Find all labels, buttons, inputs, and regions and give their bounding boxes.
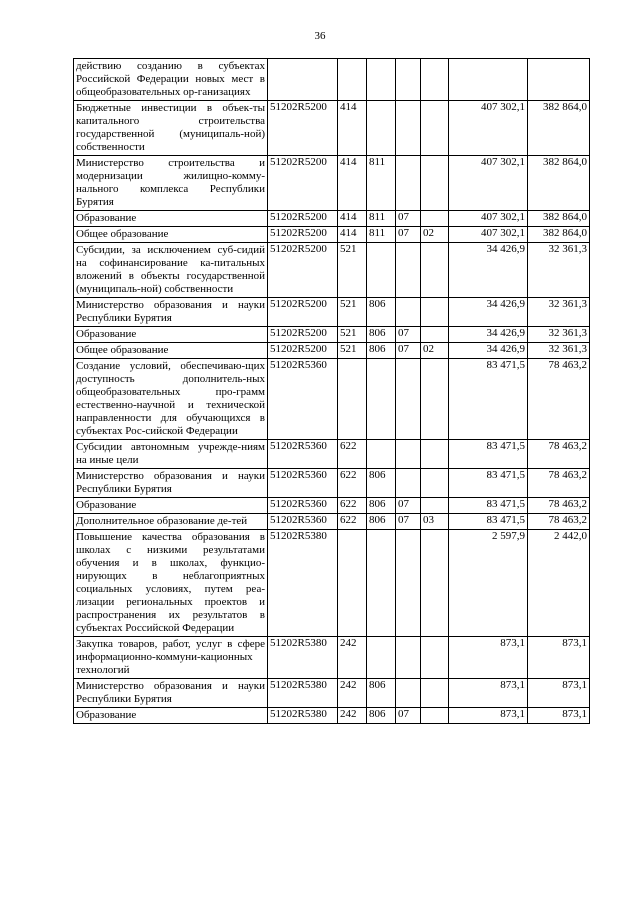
amount-1-cell: 407 302,1 bbox=[449, 156, 528, 211]
target-article-cell: 51202R5380 bbox=[268, 708, 338, 724]
amount-2-cell: 382 864,0 bbox=[528, 101, 590, 156]
expense-type-cell: 521 bbox=[338, 343, 367, 359]
amount-2-cell: 32 361,3 bbox=[528, 327, 590, 343]
section-cell: 07 bbox=[396, 211, 421, 227]
administrator-cell: 806 bbox=[367, 298, 396, 327]
amount-1-cell: 873,1 bbox=[449, 708, 528, 724]
subsection-cell bbox=[421, 101, 449, 156]
subsection-cell bbox=[421, 679, 449, 708]
row-name-cell: Бюджетные инвестиции в объек-ты капитального строительства государственной (муниципаль-ной) собственности bbox=[74, 101, 268, 156]
target-article-cell: 51202R5360 bbox=[268, 440, 338, 469]
table-row bbox=[74, 59, 590, 101]
administrator-cell: 806 bbox=[367, 679, 396, 708]
section-cell bbox=[396, 156, 421, 211]
expense-type-cell: 414 bbox=[338, 156, 367, 211]
target-article-cell: 51202R5200 bbox=[268, 327, 338, 343]
table-body bbox=[74, 59, 590, 724]
amount-1-cell: 34 426,9 bbox=[449, 327, 528, 343]
section-cell bbox=[396, 298, 421, 327]
amount-1-cell: 407 302,1 bbox=[449, 227, 528, 243]
subsection-cell bbox=[421, 708, 449, 724]
row-name-cell: Министерство образования и науки Республики Бурятия bbox=[74, 298, 268, 327]
expense-type-cell: 622 bbox=[338, 498, 367, 514]
administrator-cell bbox=[367, 637, 396, 679]
table-row bbox=[74, 637, 590, 679]
table-row bbox=[74, 156, 590, 211]
expense-type-cell: 242 bbox=[338, 679, 367, 708]
section-cell bbox=[396, 243, 421, 298]
amount-2-cell: 78 463,2 bbox=[528, 498, 590, 514]
section-cell bbox=[396, 469, 421, 498]
administrator-cell bbox=[367, 243, 396, 298]
amount-1-cell: 34 426,9 bbox=[449, 343, 528, 359]
row-name-cell: Образование bbox=[74, 211, 268, 227]
section-cell bbox=[396, 530, 421, 637]
subsection-cell bbox=[421, 637, 449, 679]
expense-type-cell: 521 bbox=[338, 298, 367, 327]
administrator-cell: 811 bbox=[367, 227, 396, 243]
administrator-cell: 806 bbox=[367, 708, 396, 724]
subsection-cell bbox=[421, 59, 449, 101]
row-name-cell: Закупка товаров, работ, услуг в сфере информационно-коммуни-кационных технологий bbox=[74, 637, 268, 679]
section-cell bbox=[396, 59, 421, 101]
subsection-cell bbox=[421, 359, 449, 440]
amount-1-cell: 2 597,9 bbox=[449, 530, 528, 637]
table-row bbox=[74, 101, 590, 156]
amount-2-cell: 32 361,3 bbox=[528, 343, 590, 359]
amount-2-cell: 382 864,0 bbox=[528, 156, 590, 211]
administrator-cell bbox=[367, 440, 396, 469]
section-cell: 07 bbox=[396, 327, 421, 343]
amount-2-cell: 873,1 bbox=[528, 679, 590, 708]
expense-type-cell: 242 bbox=[338, 637, 367, 679]
target-article-cell: 51202R5200 bbox=[268, 343, 338, 359]
amount-1-cell: 873,1 bbox=[449, 679, 528, 708]
administrator-cell bbox=[367, 101, 396, 156]
expense-type-cell: 414 bbox=[338, 101, 367, 156]
target-article-cell: 51202R5200 bbox=[268, 243, 338, 298]
table-row bbox=[74, 469, 590, 498]
table-row bbox=[74, 298, 590, 327]
page-number: 36 bbox=[314, 30, 326, 42]
administrator-cell: 806 bbox=[367, 327, 396, 343]
subsection-cell: 03 bbox=[421, 514, 449, 530]
expense-type-cell: 521 bbox=[338, 243, 367, 298]
row-name-cell: Образование bbox=[74, 708, 268, 724]
amount-1-cell: 407 302,1 bbox=[449, 211, 528, 227]
target-article-cell: 51202R5360 bbox=[268, 359, 338, 440]
amount-2-cell: 382 864,0 bbox=[528, 211, 590, 227]
budget-table bbox=[73, 58, 590, 724]
amount-2-cell: 32 361,3 bbox=[528, 298, 590, 327]
subsection-cell: 02 bbox=[421, 343, 449, 359]
expense-type-cell: 242 bbox=[338, 708, 367, 724]
subsection-cell bbox=[421, 530, 449, 637]
row-name-cell: Создание условий, обеспечиваю-щих доступность дополнитель-ных общеобразовательных про-грамм естественно-научной и технической направленности для обучающихся в субъектах Рос-сийской Федерации bbox=[74, 359, 268, 440]
subsection-cell bbox=[421, 327, 449, 343]
section-cell bbox=[396, 679, 421, 708]
row-name-cell: Дополнительное образование де-тей bbox=[74, 514, 268, 530]
target-article-cell: 51202R5380 bbox=[268, 530, 338, 637]
expense-type-cell: 521 bbox=[338, 327, 367, 343]
row-name-cell: Образование bbox=[74, 327, 268, 343]
administrator-cell bbox=[367, 359, 396, 440]
section-cell: 07 bbox=[396, 708, 421, 724]
amount-1-cell: 83 471,5 bbox=[449, 440, 528, 469]
row-name-cell: Субсидии, за исключением суб-сидий на софинансирование ка-питальных вложений в объекты государственной (муниципаль-ной) собственности bbox=[74, 243, 268, 298]
expense-type-cell: 622 bbox=[338, 469, 367, 498]
table-row bbox=[74, 243, 590, 298]
subsection-cell bbox=[421, 156, 449, 211]
amount-1-cell: 34 426,9 bbox=[449, 243, 528, 298]
administrator-cell bbox=[367, 530, 396, 637]
amount-2-cell: 78 463,2 bbox=[528, 359, 590, 440]
amount-2-cell: 2 442,0 bbox=[528, 530, 590, 637]
section-cell: 07 bbox=[396, 227, 421, 243]
expense-type-cell: 414 bbox=[338, 211, 367, 227]
expense-type-cell bbox=[338, 359, 367, 440]
amount-2-cell: 873,1 bbox=[528, 708, 590, 724]
expense-type-cell: 622 bbox=[338, 514, 367, 530]
administrator-cell: 806 bbox=[367, 469, 396, 498]
table-row bbox=[74, 343, 590, 359]
expense-type-cell: 622 bbox=[338, 440, 367, 469]
expense-type-cell bbox=[338, 530, 367, 637]
section-cell bbox=[396, 359, 421, 440]
section-cell bbox=[396, 637, 421, 679]
subsection-cell bbox=[421, 298, 449, 327]
target-article-cell bbox=[268, 59, 338, 101]
target-article-cell: 51202R5200 bbox=[268, 156, 338, 211]
subsection-cell bbox=[421, 440, 449, 469]
amount-2-cell: 873,1 bbox=[528, 637, 590, 679]
table-row bbox=[74, 530, 590, 637]
table-row bbox=[74, 498, 590, 514]
target-article-cell: 51202R5360 bbox=[268, 498, 338, 514]
amount-2-cell bbox=[528, 59, 590, 101]
table-row bbox=[74, 708, 590, 724]
amount-2-cell: 382 864,0 bbox=[528, 227, 590, 243]
section-cell bbox=[396, 101, 421, 156]
section-cell: 07 bbox=[396, 498, 421, 514]
target-article-cell: 51202R5200 bbox=[268, 298, 338, 327]
subsection-cell bbox=[421, 243, 449, 298]
subsection-cell bbox=[421, 469, 449, 498]
section-cell: 07 bbox=[396, 343, 421, 359]
target-article-cell: 51202R5360 bbox=[268, 469, 338, 498]
section-cell: 07 bbox=[396, 514, 421, 530]
row-name-cell: Министерство образования и науки Республики Бурятия bbox=[74, 679, 268, 708]
amount-1-cell: 83 471,5 bbox=[449, 498, 528, 514]
target-article-cell: 51202R5200 bbox=[268, 101, 338, 156]
amount-2-cell: 32 361,3 bbox=[528, 243, 590, 298]
table-row bbox=[74, 440, 590, 469]
amount-2-cell: 78 463,2 bbox=[528, 469, 590, 498]
expense-type-cell: 414 bbox=[338, 227, 367, 243]
amount-2-cell: 78 463,2 bbox=[528, 514, 590, 530]
row-name-cell: Общее образование bbox=[74, 227, 268, 243]
amount-1-cell: 83 471,5 bbox=[449, 359, 528, 440]
subsection-cell bbox=[421, 498, 449, 514]
administrator-cell: 806 bbox=[367, 498, 396, 514]
table-row bbox=[74, 679, 590, 708]
amount-1-cell: 83 471,5 bbox=[449, 469, 528, 498]
administrator-cell: 811 bbox=[367, 156, 396, 211]
section-cell bbox=[396, 440, 421, 469]
amount-1-cell: 34 426,9 bbox=[449, 298, 528, 327]
row-name-cell: Министерство образования и науки Республики Бурятия bbox=[74, 469, 268, 498]
row-name-cell: действию созданию в субъектах Российской Федерации новых мест в общеобразовательных ор-ганизациях bbox=[74, 59, 268, 101]
amount-1-cell bbox=[449, 59, 528, 101]
target-article-cell: 51202R5380 bbox=[268, 679, 338, 708]
target-article-cell: 51202R5380 bbox=[268, 637, 338, 679]
table-row bbox=[74, 359, 590, 440]
administrator-cell: 811 bbox=[367, 211, 396, 227]
row-name-cell: Общее образование bbox=[74, 343, 268, 359]
amount-1-cell: 83 471,5 bbox=[449, 514, 528, 530]
administrator-cell: 806 bbox=[367, 514, 396, 530]
amount-2-cell: 78 463,2 bbox=[528, 440, 590, 469]
expense-type-cell bbox=[338, 59, 367, 101]
target-article-cell: 51202R5200 bbox=[268, 227, 338, 243]
subsection-cell bbox=[421, 211, 449, 227]
table-row bbox=[74, 327, 590, 343]
amount-1-cell: 407 302,1 bbox=[449, 101, 528, 156]
target-article-cell: 51202R5200 bbox=[268, 211, 338, 227]
administrator-cell: 806 bbox=[367, 343, 396, 359]
row-name-cell: Субсидии автономным учрежде-ниям на иные цели bbox=[74, 440, 268, 469]
row-name-cell: Образование bbox=[74, 498, 268, 514]
row-name-cell: Повышение качества образования в школах с низкими результатами обучения и в школах, функцио-нирующих в неблагоприятных социальных условиях, путем реа-лизации региональных проектов и распространения их результатов в субъектах Российской Федерации bbox=[74, 530, 268, 637]
table-row bbox=[74, 227, 590, 243]
table-row bbox=[74, 514, 590, 530]
administrator-cell bbox=[367, 59, 396, 101]
table-row bbox=[74, 211, 590, 227]
amount-1-cell: 873,1 bbox=[449, 637, 528, 679]
row-name-cell: Министерство строительства и модернизации жилищно-комму-нального комплекса Республики Бурятия bbox=[74, 156, 268, 211]
subsection-cell: 02 bbox=[421, 227, 449, 243]
target-article-cell: 51202R5360 bbox=[268, 514, 338, 530]
